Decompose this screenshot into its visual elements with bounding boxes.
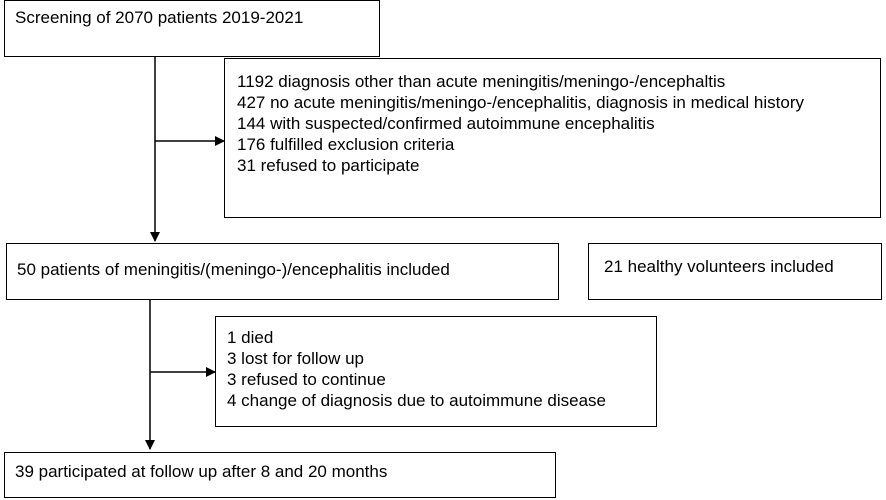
screening-box [4,0,380,57]
exclusion-line: 31 refused to participate [237,156,420,175]
initial-exclusions-box [224,58,881,218]
healthy-volunteers-box [588,243,882,300]
followup-exclusions-box [215,316,657,427]
exclusion-line: 427 no acute meningitis/meningo-/encephalitis, diagnosis in medical history [237,93,804,112]
exclusion-line: 176 fulfilled exclusion criteria [237,135,455,154]
included-patients-box [6,243,559,300]
followup-exclusion-line: 1 died [227,328,274,347]
followup-exclusion-line: 3 refused to continue [227,370,386,389]
exclusion-line: 1192 diagnosis other than acute meningitis/meningo-/encephaltis [237,72,726,91]
followup-text: 39 participated at follow up after 8 and 20 months [15,462,388,481]
exclusion-line: 144 with suspected/confirmed autoimmune encephalitis [237,114,655,133]
screening-text: Screening of 2070 patients 2019-2021 [15,8,304,27]
followup-exclusion-line: 3 lost for follow up [227,349,365,368]
healthy-volunteers-text: 21 healthy volunteers included [604,257,834,276]
followup-exclusion-line: 4 change of diagnosis due to autoimmune disease [227,391,606,410]
included-patients-text: 50 patients of meningitis/(meningo-)/encephalitis included [17,260,450,279]
followup-box [4,452,556,498]
